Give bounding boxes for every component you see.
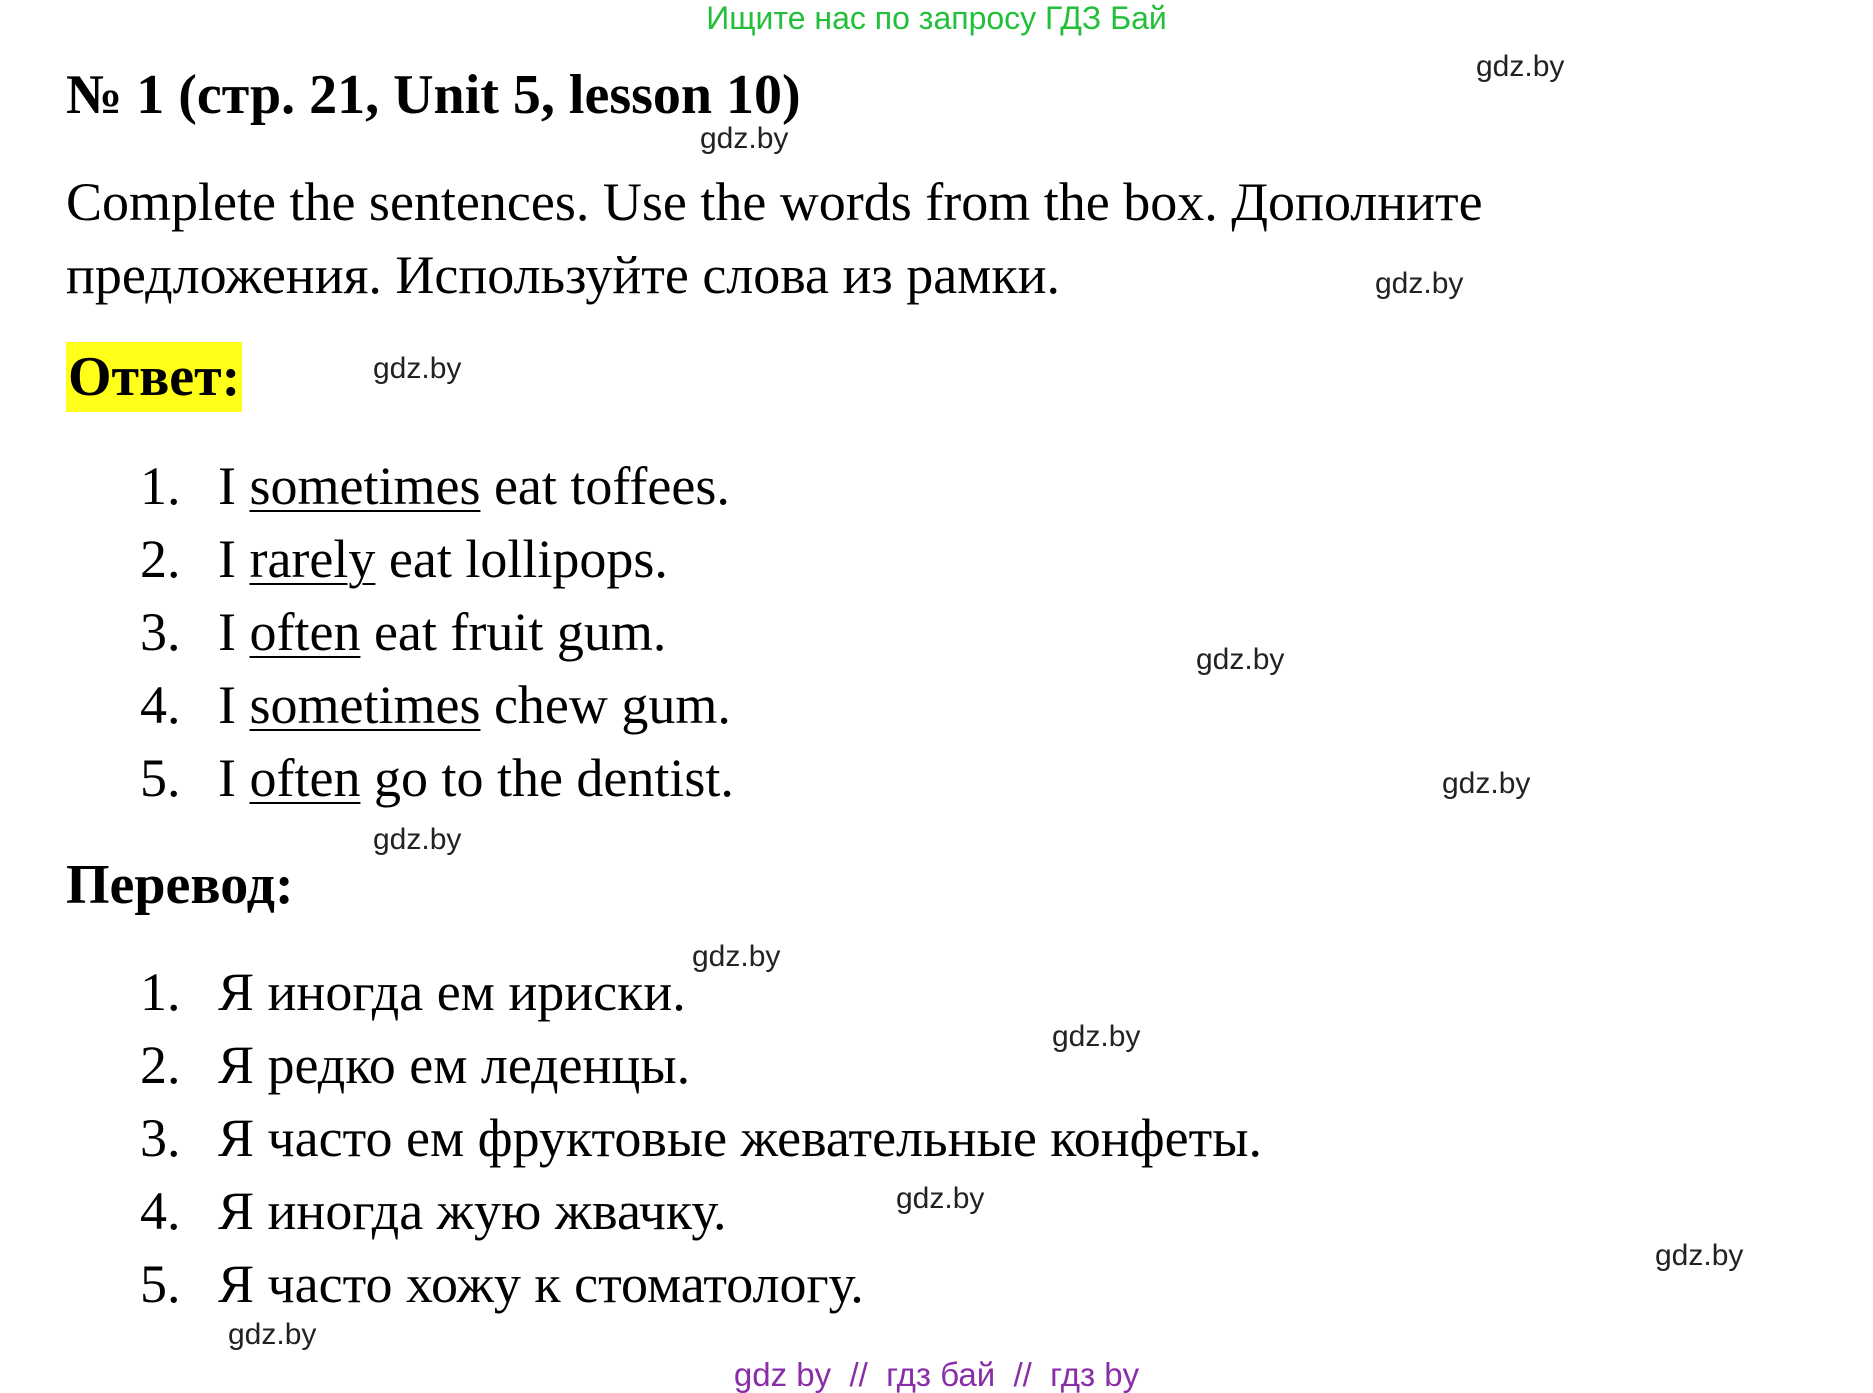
item-suffix: eat fruit gum. — [360, 602, 667, 662]
translation-text: Я часто хожу к стоматологу. — [218, 1254, 864, 1314]
watermark: gdz.by — [373, 823, 462, 856]
item-prefix: I — [218, 748, 250, 808]
answer-item — [140, 742, 734, 815]
answer-word: rarely — [249, 529, 376, 589]
item-suffix: chew gum. — [480, 675, 731, 735]
exercise-title: № 1 (стр. 21, Unit 5, lesson 10) — [66, 64, 801, 126]
watermark: gdz.by — [896, 1182, 985, 1215]
translation-list — [140, 956, 1262, 1321]
translation-text: Я часто ем фруктовые жевательные конфеты. — [218, 1108, 1263, 1168]
watermark: gdz.by — [1476, 50, 1565, 83]
answer-word: often — [249, 602, 361, 662]
item-prefix: I — [218, 602, 250, 662]
translation-item — [140, 1102, 1262, 1175]
answer-word: often — [249, 748, 361, 808]
translation-item — [140, 1175, 1262, 1248]
item-suffix: eat lollipops. — [375, 529, 668, 589]
watermark: gdz.by — [700, 122, 789, 155]
answer-item — [140, 669, 734, 742]
translation-label: Перевод: — [66, 854, 294, 916]
item-suffix: go to the dentist. — [360, 748, 734, 808]
item-number: 4. — [140, 1181, 181, 1241]
item-number: 3. — [140, 602, 181, 662]
item-prefix: I — [218, 675, 250, 735]
watermark: gdz.by — [1375, 267, 1464, 300]
item-number: 3. — [140, 1108, 181, 1168]
watermark: gdz.by — [1196, 643, 1285, 676]
answer-item — [140, 596, 734, 669]
item-number: 2. — [140, 529, 181, 589]
answer-list — [140, 450, 734, 815]
answer-word: sometimes — [249, 675, 481, 735]
watermark: gdz.by — [692, 940, 781, 973]
translation-item — [140, 1248, 1262, 1321]
answer-item — [140, 523, 734, 596]
item-number: 5. — [140, 1254, 181, 1314]
item-prefix: I — [218, 529, 250, 589]
item-number: 1. — [140, 456, 181, 516]
translation-text: Я иногда жую жвачку. — [218, 1181, 727, 1241]
footer-links[interactable]: gdz by // гдз бай // гдз by — [733, 1356, 1140, 1393]
answer-label: Ответ: — [66, 342, 242, 412]
translation-text: Я иногда ем ириски. — [218, 962, 686, 1022]
translation-text: Я редко ем леденцы. — [218, 1035, 691, 1095]
item-number: 5. — [140, 748, 181, 808]
item-number: 1. — [140, 962, 181, 1022]
watermark: gdz.by — [1655, 1239, 1744, 1272]
item-number: 4. — [140, 675, 181, 735]
item-number: 2. — [140, 1035, 181, 1095]
answer-item — [140, 450, 734, 523]
watermark: gdz.by — [228, 1318, 317, 1351]
answer-word: sometimes — [249, 456, 481, 516]
watermark: gdz.by — [1052, 1020, 1141, 1053]
search-hint-link[interactable]: Ищите нас по запросу ГДЗ Бай — [706, 0, 1167, 36]
exercise-instruction: Complete the sentences. Use the words from the box. Дополните предложения. Используйте слова из рамки. — [66, 172, 1483, 305]
watermark: gdz.by — [373, 352, 462, 385]
item-suffix: eat toffees. — [480, 456, 730, 516]
watermark: gdz.by — [1442, 767, 1531, 800]
item-prefix: I — [218, 456, 250, 516]
